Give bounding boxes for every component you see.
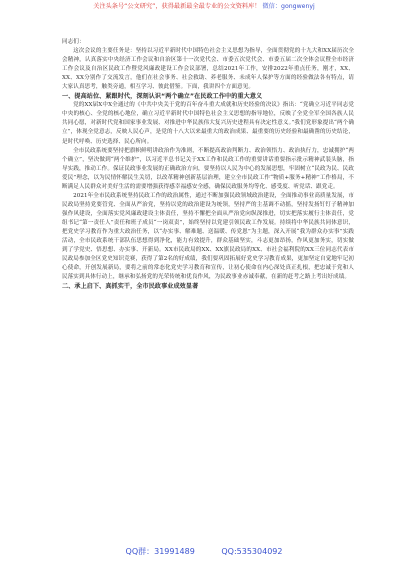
banner-wechat-text: 微信：gongwenyj [262, 3, 315, 10]
header-banner [0, 3, 408, 12]
footer-contact [0, 546, 408, 557]
section-heading-1: 一、提高站位、紧跟时代，深刻认识“两个确立”在民政工作中的重大意义 [62, 93, 263, 101]
footer-qq-group: QQ群：31991489 [125, 547, 195, 556]
paragraph-intro: 这次会议的主要任务是：坚持以习近平新时代中国特色社会主义思想为指导，全面贯彻党的十九大和XX届历次全会精神，认真落实中央经济工作会议和自治区第十一次党代会、市委五次党代会、市委五届二次全体会议暨全市经济工作会议及自治区民政工作暨党风廉政建设工作会议部署，总结2021年工作，安排2022年重点任务，刚才，XX、XX、XX分别作了交流发言，他们在社会事务、社会救助、养老服务、未成年人保护等方面的经验做法各有特点，请大家认真思考，触类旁通，相互学习、彼此借鉴。下面，我讲四个方面意见。 [62, 48, 354, 91]
greeting: 同志们： [62, 39, 85, 45]
section-heading-2: 二、承上启下、真抓实干，全市民政事业成效显著 [62, 283, 199, 291]
footer-qq: QQ:535304092 [221, 547, 283, 556]
paragraph-resolution: 党的XX届X中X全通过的《中共中央关于党的百年奋斗重大成就和历史经验的决议》指出：“党确立习近平同志党中央的核心、全党的核心地位，确立习近平新时代中国特色社会主义思想的指导地位，反映了全党全军全国各族人民共同心愿，对新时代党和国家事业发展、对推进中华民族伟大复兴历史进程具有决定性意义。”我们党形象提出“两个确立”，体现全党意志，反映人民心声，是党的十八大以来最重大的政治成果、最重要的历史经验和最确凿的历史结论，是时代呼唤、历史选择、民心所向。 [62, 102, 354, 145]
document-body [62, 38, 354, 291]
paragraph-2021-review: 2021年全市民政系统坚持民政工作的政治属性，通过不断加强民政领域政治建设，全面推动事业高质量发展，市民政局坚持党要管党、全面从严治党，坚持以党的政治建设为统领，坚持严的主基调不动摇，坚持发扬钉钉子精神加强作风建设，全面落实党风廉政建设主体责任，坚持不懈把全面从严治党向纵深推进，切实把落实履行主体责任，党组书记“第一责任人”责任和班子成员“一岗双责”，始终坚持以党建引领民政工作发展。持续将中华民族共同体意识，把党史学习教育作为重大政治任务，以“办实事、解难题、送温暖、传党恩”为主题，深入开展“我为群众办实事”实践活动，全市民政系统干部队伍思想得到净化，能力有效提升，群众基础坚实，斗志更加昂扬，作风更加务实，切实做到了学党史、悟思想、办实事、开新局。XX市民政局的XX、XX旗民政局的XX、市社会福利院的XX三位同志代表市民政局参加全区党史知识竞赛，获得了第2名的好成绩，我们要巩固拓展好党史学习教育成果，更加坚定自觉地牢记初心使命，开创发展新局，要将之前的常态化党史学习教育和宣传，让初心使命在内心深处真正扎根，把忠诚于党和人民落实到具体行动上，继承和弘扬党的光荣传统和优良作风，为民政事业赤诚奉献，在新的赶考之路上考出好成绩。 [62, 192, 354, 281]
paragraph-political: 全市民政系统要坚持把旗帜鲜明讲政治作为准则，不断提高政治判断力、政治领悟力、政治执行力，忠诚拥护“两个确立”，坚决做到“两个维护”，以习近平总书记关于XX工作和民政工作的重要讲话重要指示批示精神武装头脑，指导实践，推动工作。保证民政事业发展的正确政治方向，要坚持以人民为中心的发展思想，牢固树立“民政为民、民政爱民”理念，以为民情怀解民生关切，以改革精神创新基层治理，建立全市民政工作“物质+服务+精神”工作格局，不断满足人民群众对美好生活的需要增强获得感幸福感安全感，确保民政服务均等化、感受度、听党话、跟党走。 [62, 147, 354, 190]
banner-promo-text: 关注头条号“公文研究”，获得最新最全最专业的公文资料库！ [93, 3, 261, 10]
